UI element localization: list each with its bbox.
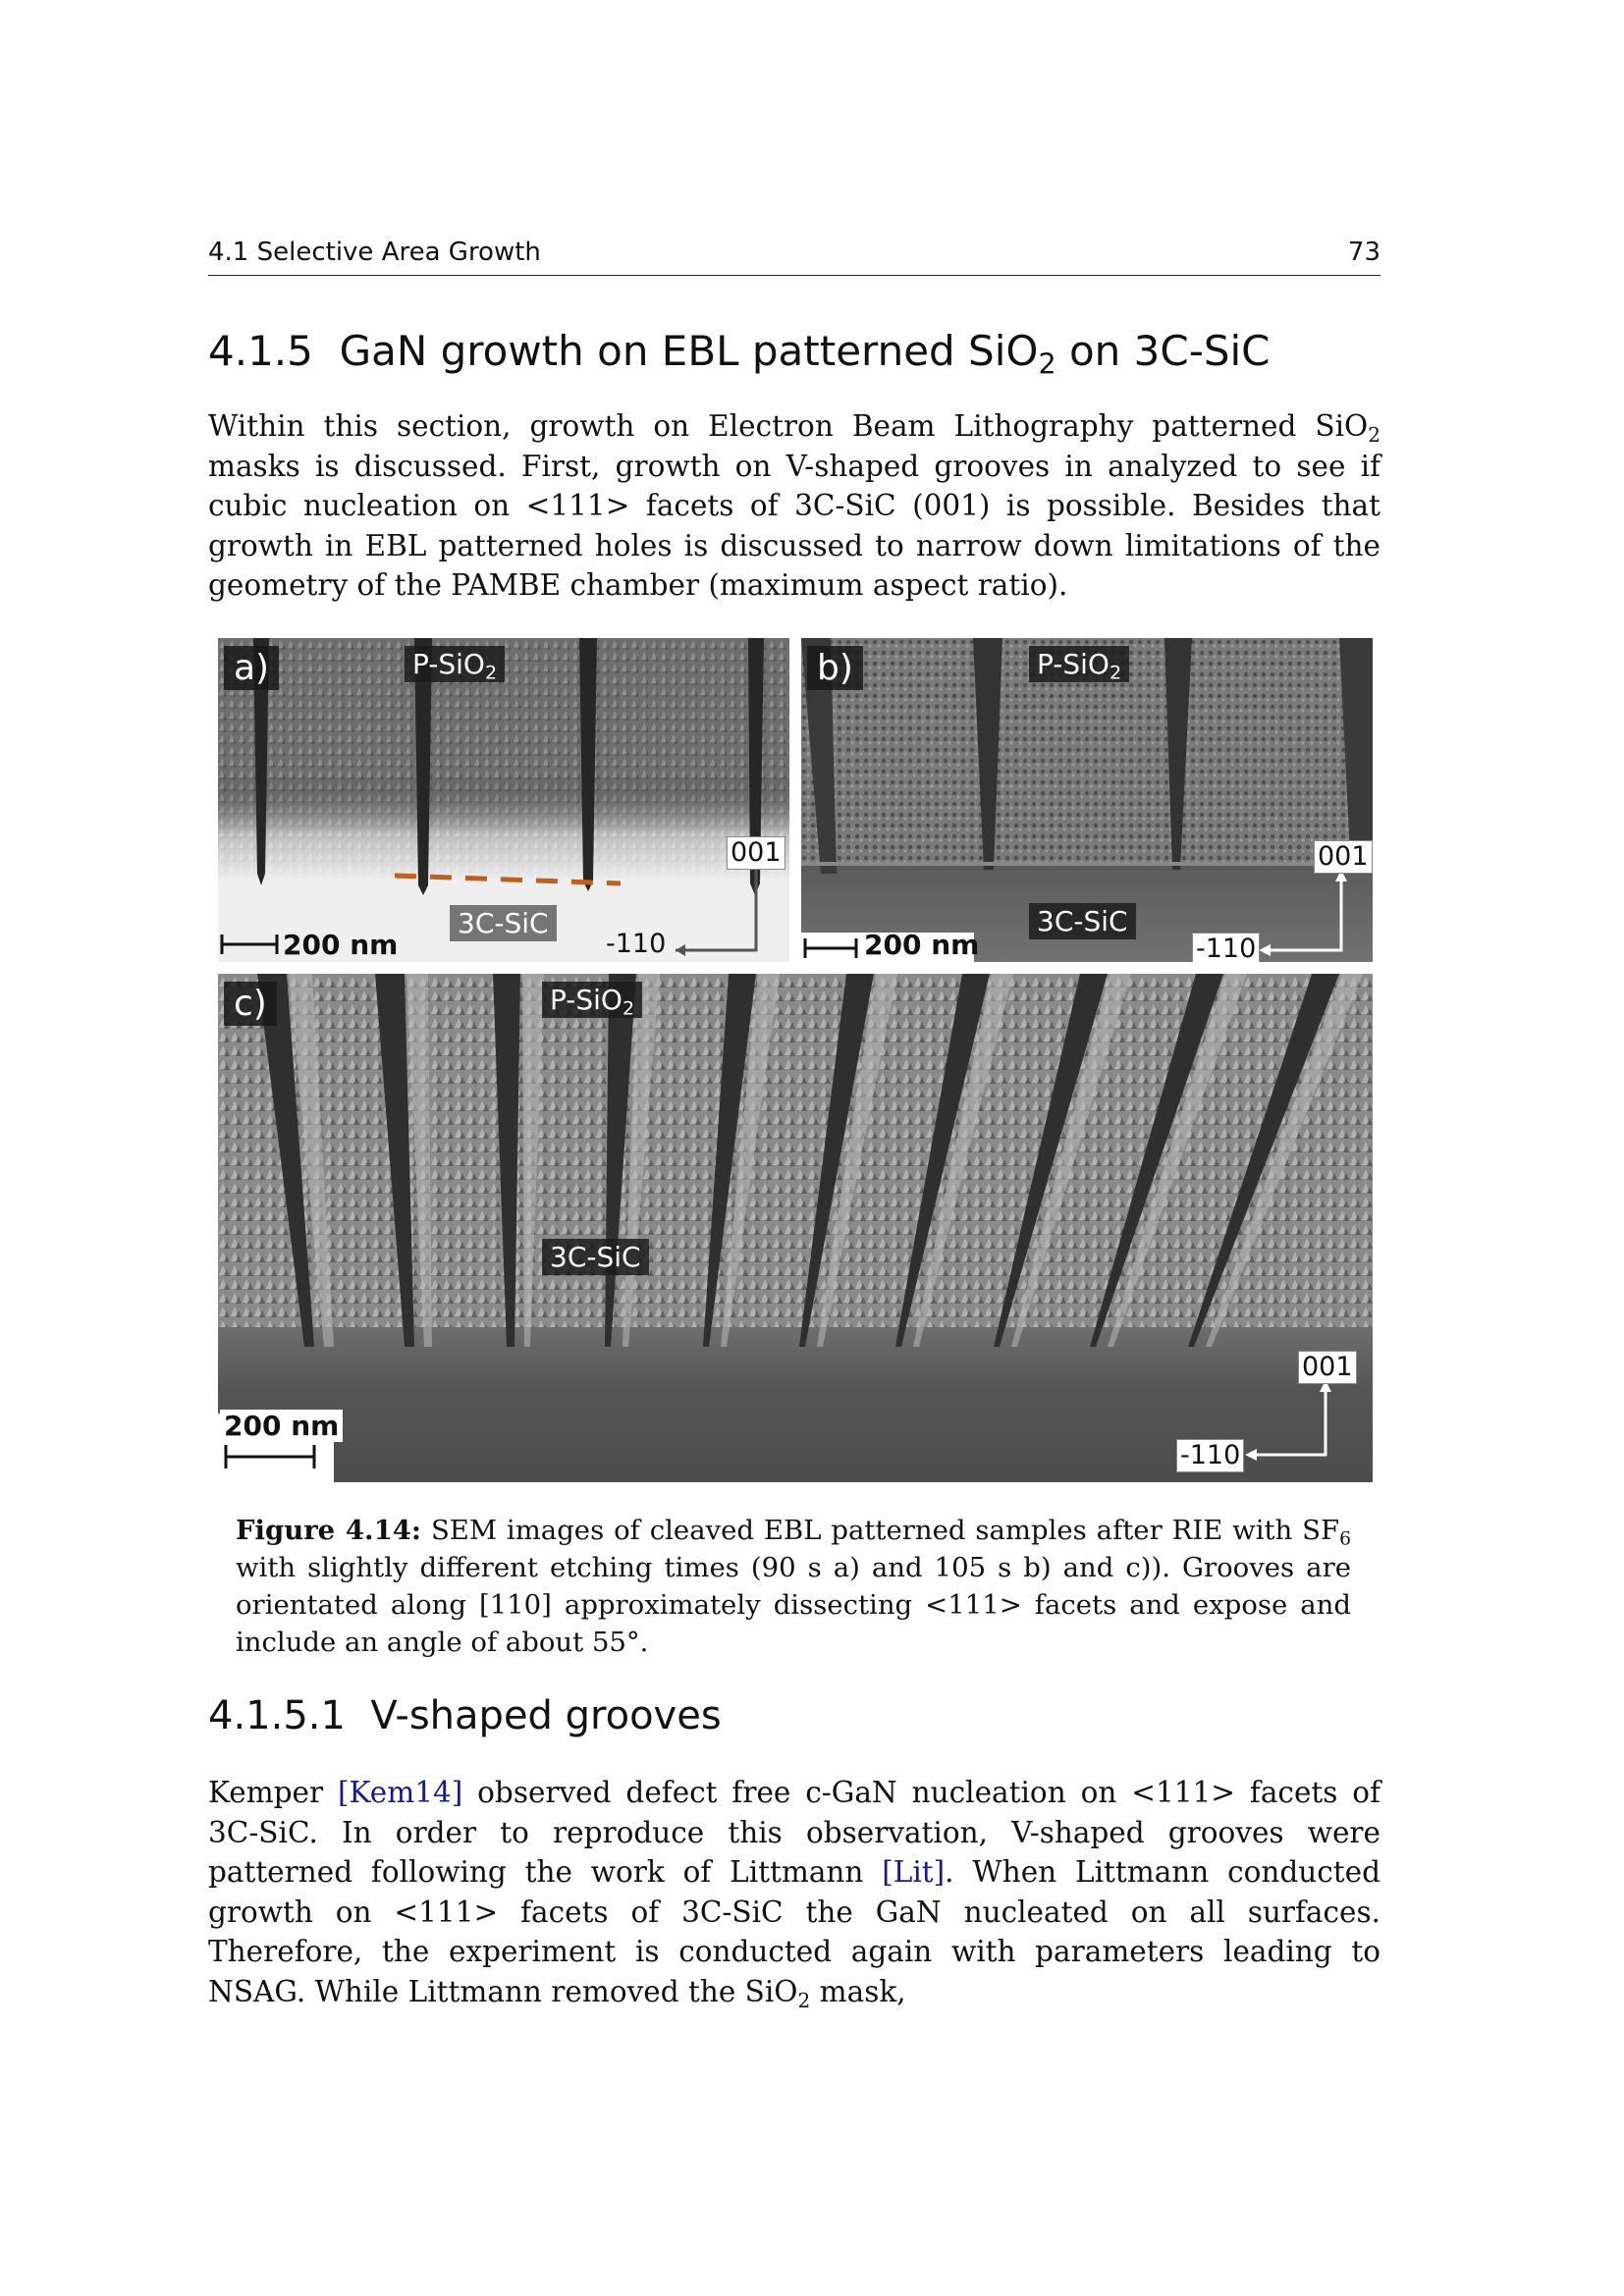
axis-110-c: -110 [1176,1439,1244,1472]
section-title-part2: on 3C-SiC [1056,327,1271,375]
body-text-2: observed defect free c-GaN nucleation on <111> facets of 3C-SiC. In order to reproduce this observation, V-shaped grooves were patterned following the work of Littmann [208,1776,1380,1889]
label-psio2-b [1029,646,1129,682]
subsection-title-text: V-shaped grooves [370,1693,722,1738]
psio2-text-b: P-SiO [1037,648,1110,680]
axis-001-a: 001 [727,836,785,870]
scale-bar-a: 200 nm [283,929,399,961]
subsection-title [208,1693,722,1738]
label-psio2-a [405,646,505,682]
scale-bar-b: 200 nm [864,929,980,961]
psio2-sub-a: 2 [484,662,498,684]
caption-label: Figure 4.14: [236,1515,422,1546]
section-title-sub: 2 [1038,347,1056,381]
figure-caption [236,1512,1351,1661]
intro-paragraph [208,406,1380,606]
sem-image-c [218,974,1373,1482]
axis-001-c: 001 [1298,1351,1357,1384]
label-psio2-c [542,982,642,1018]
citation-kem14[interactable]: [Kem14] [338,1776,463,1809]
page-number: 73 [1347,238,1380,267]
psio2-sub-b: 2 [1109,662,1122,684]
body-text-3: . When Littmann conducted growth on <111> facets of 3C-SiC the GaN nucleated on all surfaces. Therefore, the experiment is conducted again with parameters leading to NSAG. While Littmann removed the SiO [208,1855,1380,2008]
sem-panel-a [218,638,789,962]
psio2-text-a: P-SiO [412,648,485,680]
body-paragraph [208,1773,1380,2011]
sem-panel-c [218,974,1373,1482]
panel-letter-a: a) [224,646,279,690]
section-title-part1: GaN growth on EBL patterned SiO [339,327,1039,375]
axis-001-b: 001 [1314,840,1373,874]
header-section: 4.1 Selective Area Growth [208,238,541,267]
axis-110-b: -110 [1192,933,1260,962]
caption-sub: 6 [1339,1528,1351,1550]
scale-bar-c: 200 nm [220,1410,343,1442]
psio2-text-c: P-SiO [550,984,623,1016]
label-3csic-a: 3C-SiC [450,905,557,941]
citation-lit[interactable]: [Lit] [882,1855,946,1889]
intro-text-1: Within this section, growth on Electron Beam Lithography patterned SiO [208,409,1369,443]
psio2-sub-c: 2 [622,997,635,1020]
body-text-4: mask, [810,1974,906,2008]
sem-panel-b [801,638,1373,962]
axis-110-a: -110 [606,929,667,959]
running-header [208,236,1380,276]
intro-text-2: masks is discussed. First, growth on V-shaped grooves in analyzed to see if cubic nucleation on <111> facets of 3C-SiC (001) is possible. Besides that growth in EBL patterned holes is discussed to narrow down limitations of the geometry of the PAMBE chamber (maximum aspect ratio). [208,449,1380,602]
panel-letter-c: c) [224,982,277,1026]
body-sub: 2 [797,1988,811,2012]
subsection-number: 4.1.5.1 [208,1693,346,1738]
section-number: 4.1.5 [208,327,313,375]
section-title [208,327,1271,381]
body-text-1: Kemper [208,1776,339,1809]
caption-text-1: SEM images of cleaved EBL patterned samples after RIE with SF [421,1515,1340,1546]
intro-sub: 2 [1368,423,1380,448]
label-3csic-c: 3C-SiC [542,1239,649,1275]
panel-letter-b: b) [807,646,863,690]
label-3csic-b: 3C-SiC [1029,903,1136,939]
caption-text-2: with slightly different etching times (90 s a) and 105 s b) and c)). Grooves are orientated along [110] approximately dissecting <111> facets and expose and include an angle of about 55°. [236,1552,1351,1658]
